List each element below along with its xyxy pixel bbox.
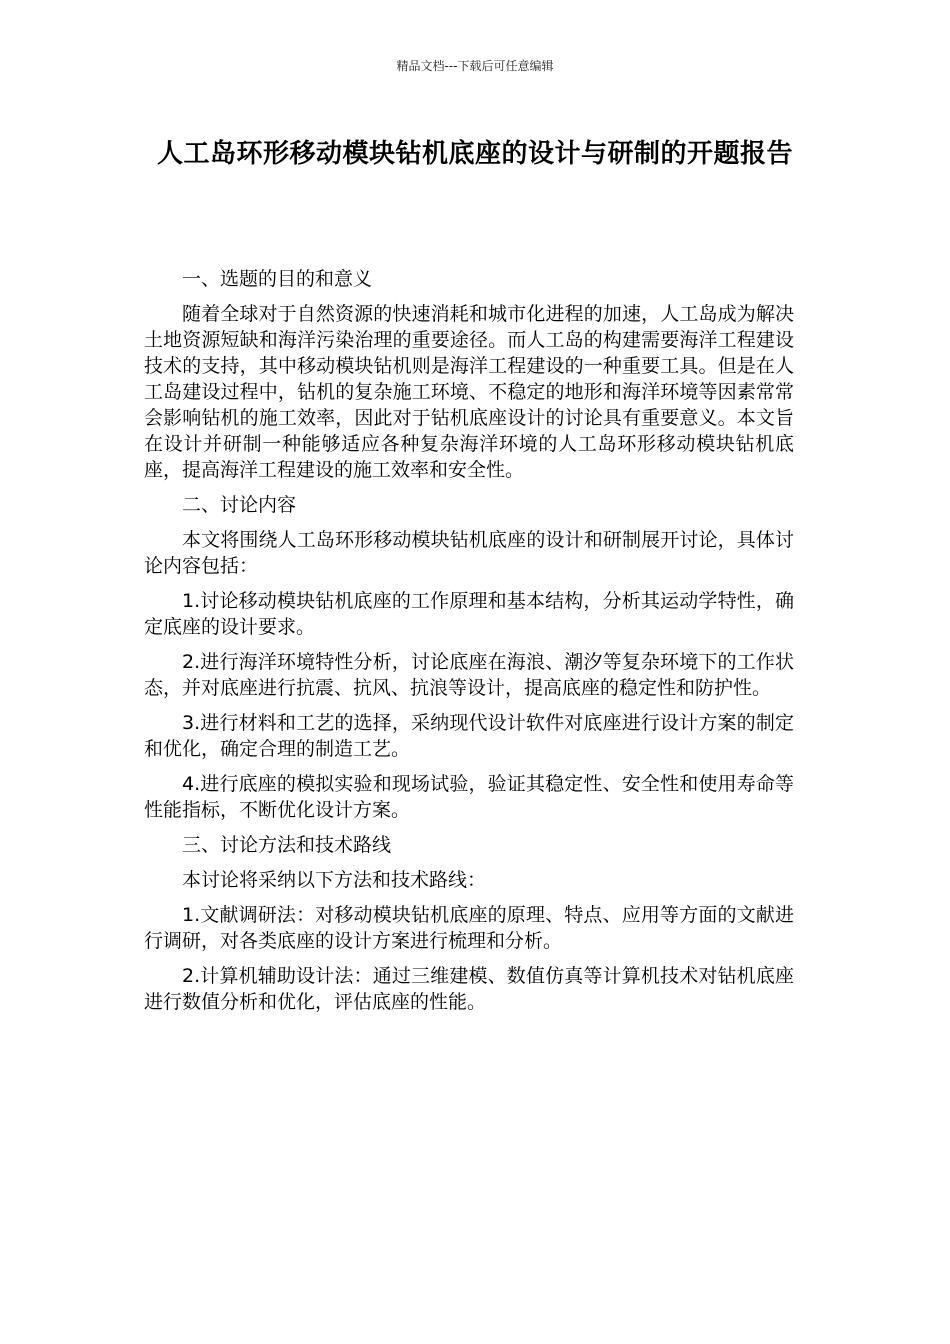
page-header: 精品文档---下载后可任意编辑 — [396, 59, 554, 73]
section-heading-content: 二、讨论内容 — [182, 494, 297, 516]
list-item-method-1: 1.文献调研法：对移动模块钻机底座的原理、特点、应用等方面的文献进行调研，对各类底座的设计方案进行梳理和分析。 — [144, 904, 794, 952]
list-item-content-3: 3.进行材料和工艺的选择，采纳现代设计软件对底座进行设计方案的制定和优化，确定合理的制造工艺。 — [144, 712, 794, 760]
section-heading-method: 三、讨论方法和技术路线 — [182, 834, 392, 856]
paragraph-purpose: 随着全球对于自然资源的快速消耗和城市化进程的加速，人工岛成为解决土地资源短缺和海洋污染治理的重要途径。而人工岛的构建需要海洋工程建设技术的支持，其中移动模块钻机则是海洋工程建设的一种重要工具。但是在人工岛建设过程中，钻机的复杂施工环境、不稳定的地形和海洋环境等因素常常会影响钻机的施工效率，因此对于钻机底座设计的讨论具有重要意义。本文旨在设计并研制一种能够适应各种复杂海洋环境的人工岛环形移动模块钻机底座，提高海洋工程建设的施工效率和安全性。 — [144, 303, 794, 481]
list-item-content-1: 1.讨论移动模块钻机底座的工作原理和基本结构，分析其运动学特性，确定底座的设计要求。 — [144, 590, 794, 638]
paragraph-content-intro: 本文将围绕人工岛环形移动模块钻机底座的设计和研制展开讨论，具体讨论内容包括： — [144, 529, 794, 577]
list-item-method-2: 2.计算机辅助设计法：通过三维建模、数值仿真等计算机技术对钻机底座进行数值分析和优化，评估底座的性能。 — [144, 965, 794, 1013]
document-body — [144, 266, 794, 1024]
paragraph-method-intro: 本讨论将采纳以下方法和技术路线： — [182, 869, 487, 891]
list-item-content-2: 2.进行海洋环境特性分析，讨论底座在海浪、潮汐等复杂环境下的工作状态，并对底座进行抗震、抗风、抗浪等设计，提高底座的稳定性和防护性。 — [144, 651, 794, 699]
section-heading-purpose: 一、选题的目的和意义 — [182, 268, 373, 290]
list-item-content-4: 4.进行底座的模拟实验和现场试验，验证其稳定性、安全性和使用寿命等性能指标，不断优化设计方案。 — [144, 773, 794, 821]
document-title: 人工岛环形移动模块钻机底座的设计与研制的开题报告 — [156, 139, 793, 169]
